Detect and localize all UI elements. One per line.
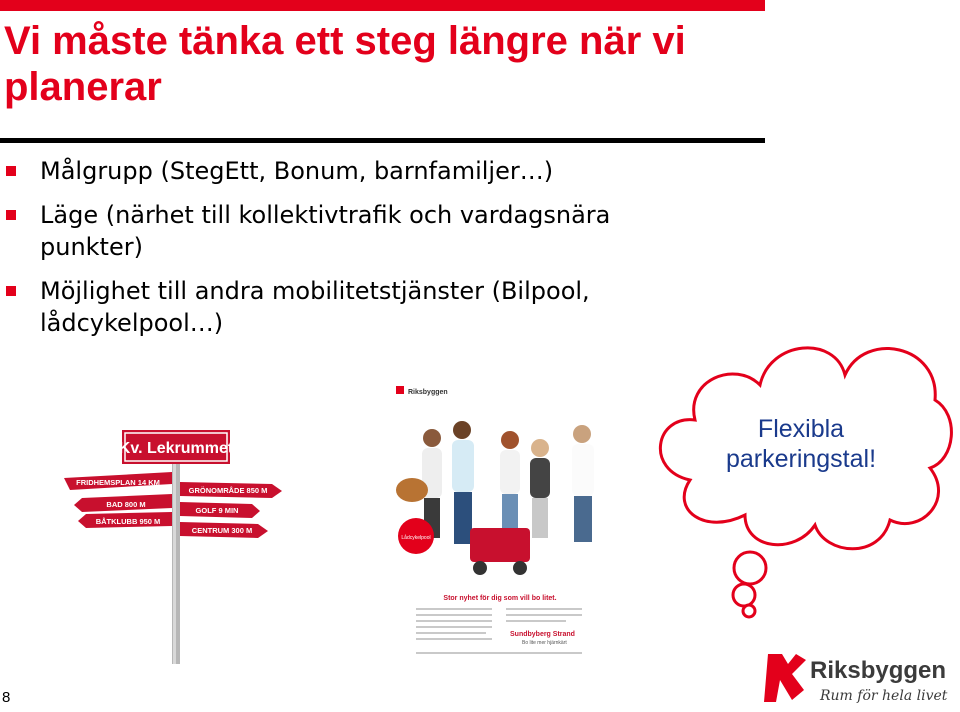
bullet-square-icon	[6, 210, 16, 220]
brochure-project-tagline: Bo lite mer hjärnkärt	[522, 640, 567, 646]
logo-wordmark: Riksbyggen	[810, 657, 947, 684]
sign-label: BÅTKLUBB 950 M	[95, 517, 161, 526]
top-accent-bar	[0, 0, 765, 11]
brochure-badge: Lådcykelpool	[401, 535, 431, 541]
bullet-text: Möjlighet till andra mobilitetstjänster (Bilpool, lådcykelpool…)	[40, 277, 590, 337]
sign-label: GOLF 9 MIN	[195, 506, 239, 515]
slide-title: Vi måste tänka ett steg längre när vi planerar	[4, 19, 686, 109]
callout-text: Flexibla parkeringstal!	[725, 415, 877, 473]
bullet-item	[4, 275, 704, 339]
title-divider	[0, 138, 765, 143]
bullet-list	[4, 155, 704, 351]
riksbyggen-logo	[762, 650, 954, 708]
bullet-square-icon	[6, 286, 16, 296]
brochure-project-name: Sundbyberg Strand	[510, 631, 575, 638]
bullet-text: Målgrupp (StegEtt, Bonum, barnfamiljer…)	[40, 157, 554, 185]
sign-label: GRÖNOMRÅDE 850 M	[188, 486, 268, 495]
logo-tagline: Rum för hela livet	[820, 688, 948, 704]
sign-label: BAD 800 M	[106, 500, 146, 509]
brochure-headline: Stor nyhet för dig som vill bo litet.	[443, 595, 557, 602]
sign-label: FRIDHEMSPLAN 14 KM	[76, 478, 160, 487]
signpost-image	[62, 422, 294, 664]
bullet-item	[4, 155, 704, 187]
page-number: 8	[2, 689, 11, 706]
brochure-image	[382, 378, 618, 664]
bullet-square-icon	[6, 166, 16, 176]
sign-label: CENTRUM 300 M	[191, 526, 253, 535]
brochure-brand: Riksbyggen	[408, 389, 448, 396]
signpost-title: Kv. Lekrummet	[118, 440, 234, 457]
bullet-text: Läge (närhet till kollektivtrafik och vardagsnära punkter)	[40, 201, 611, 261]
bullet-item	[4, 199, 704, 263]
